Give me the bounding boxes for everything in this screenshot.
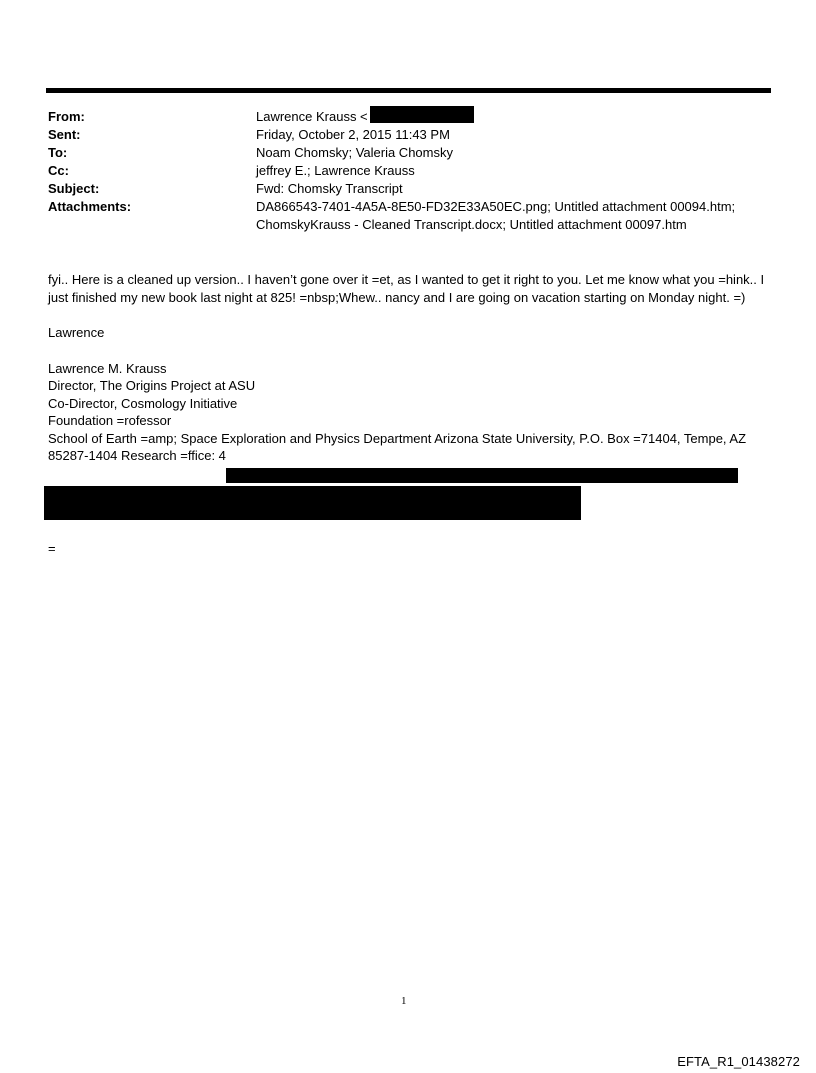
sent-row [48,126,778,144]
redaction-box [44,486,581,520]
header-rule [46,88,771,93]
attachment-line: ChomskyKrauss - Cleaned Transcript.docx; Untitled attachment 00097.htm [256,217,687,232]
to-label: To: [48,145,68,160]
attachments-label: Attachments: [48,199,132,214]
to-value: Noam Chomsky; Valeria Chomsky [256,145,453,160]
redaction-box [226,468,738,483]
cc-value: jeffrey E.; Lawrence Krauss [256,163,415,178]
from-label: From: [48,109,85,124]
email-header [48,108,778,234]
sent-value: Friday, October 2, 2015 11:43 PM [256,127,450,142]
attachments-value [256,198,778,234]
signature-line: Co-Director, Cosmology Initiative [48,395,238,411]
from-row [48,108,778,126]
body-paragraph: fyi.. Here is a cleaned up version.. I haven’t gone over it =et, as I wanted to get it right to you. Let me know what you =hink.. I just finished my new book last night at 825! =nbsp;Whew.. nancy and I are going on vacation starting on Monday night. =) [48,272,765,305]
from-text: Lawrence Krauss < [256,109,368,124]
signature-line: Director, The Origins Project at ASU [48,378,256,393]
cc-label: Cc: [48,163,69,178]
cc-row [48,162,778,180]
subject-row [48,180,778,198]
email-body [48,271,768,465]
signature-name: Lawrence M. Krauss [48,360,167,376]
subject-label: Subject: [48,181,100,196]
sent-label: Sent: [48,127,81,142]
trailing-text: = [48,541,56,556]
subject-value: Fwd: Chomsky Transcript [256,181,403,196]
page-number: 1 [401,995,407,1007]
redaction-box [370,106,474,123]
attachments-row [48,198,778,234]
attachment-line: DA866543-7401-4A5A-8E50-FD32E33A50EC.png; Untitled attachment 00094.htm; [256,199,736,214]
document-id: EFTA_R1_01438272 [677,1054,800,1069]
salutation: Lawrence [48,325,105,340]
to-row [48,144,778,162]
from-value [256,108,778,126]
signature-address: School of Earth =amp; Space Exploration and Physics Department Arizona State University, P.O. Box =71404, Tempe, AZ 85287-1404 Research =ffice: 4 [48,430,747,463]
signature-line: Foundation =rofessor [48,413,172,428]
